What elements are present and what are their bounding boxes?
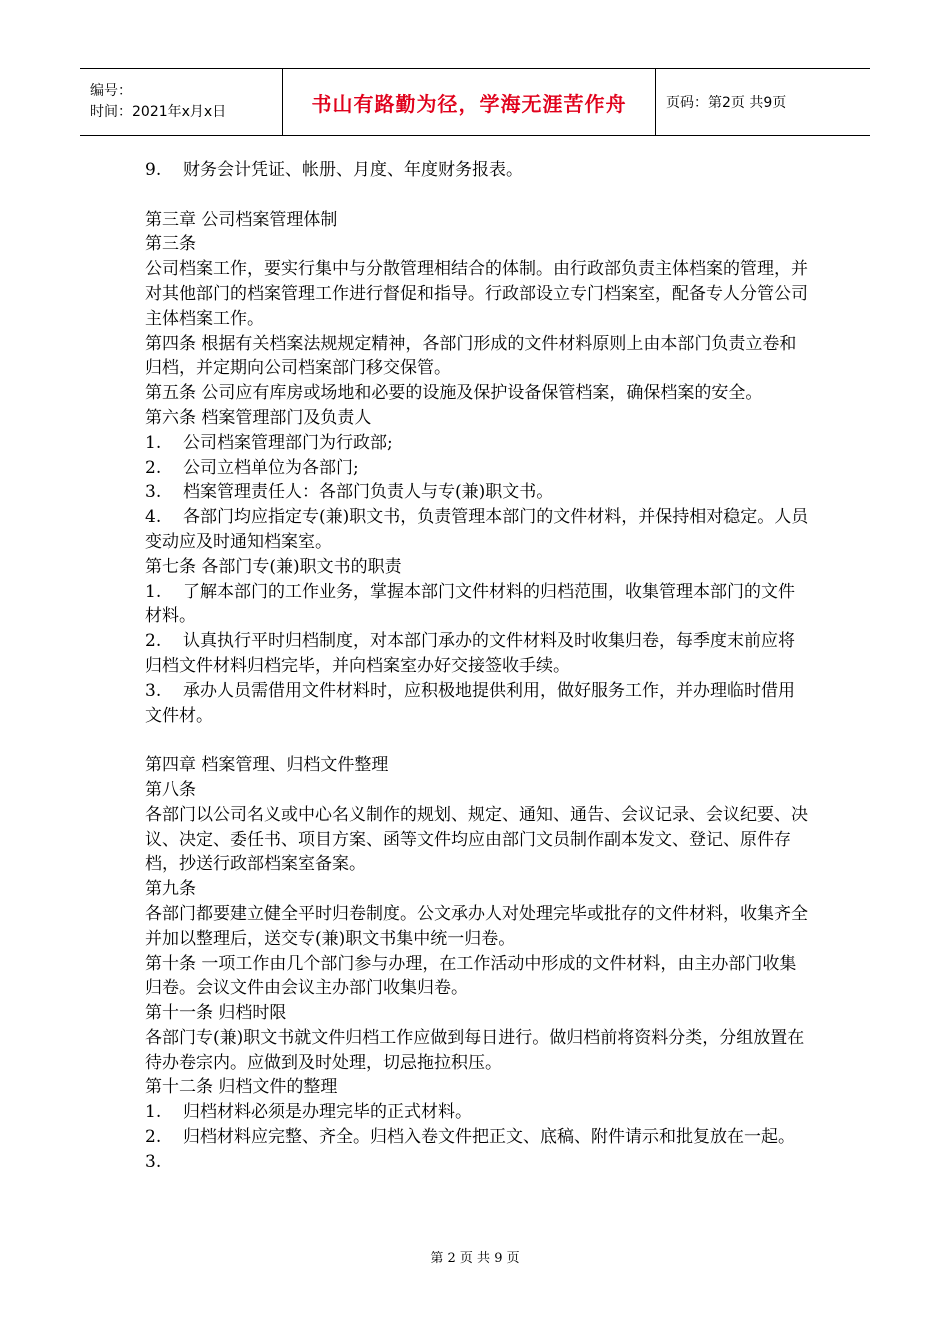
- article-text: 第四条 根据有关档案法规规定精神，各部门形成的文件材料原则上由本部门负责立卷和归档，并定期向公司档案部门移交保管。: [145, 333, 797, 379]
- list-item-number: 2.: [145, 631, 162, 652]
- list-item: [145, 1125, 810, 1150]
- footer-page-number: 第 2 页 共 9 页: [430, 1251, 520, 1266]
- blank-line: [145, 183, 810, 208]
- list-item: [145, 679, 810, 729]
- article-title: 第三条: [145, 234, 196, 255]
- list-item-number: 1.: [145, 432, 162, 453]
- chapter-title: 第三章 公司档案管理体制: [145, 209, 338, 230]
- document-body: [145, 158, 810, 1175]
- header-page-info: [656, 69, 870, 135]
- list-item-number: 1.: [145, 581, 162, 602]
- list-item-number: 9.: [145, 160, 162, 180]
- article-text: 第十条 一项工作由几个部门参与办理，在工作活动中形成的文件材料，由主办部门收集归卷。会议文件由会议主办部门收集归卷。: [145, 953, 797, 999]
- list-item: [145, 431, 810, 456]
- header-motto-cell: [282, 69, 656, 135]
- list-item: [145, 1100, 810, 1125]
- document-header: [80, 68, 870, 136]
- article-title: 第六条 档案管理部门及负责人: [145, 407, 372, 428]
- page-info-text: 页码：第2页 共9页: [666, 95, 787, 111]
- list-item-number: 1.: [145, 1102, 162, 1123]
- list-item: [145, 480, 810, 505]
- article-title: 第十二条 归档文件的整理: [145, 1077, 338, 1098]
- page-footer: [0, 1247, 950, 1266]
- article-text: 各部门以公司名义或中心名义制作的规划、规定、通知、通告、会议记录、会议纪要、决议、决定、委任书、项目方案、函等文件均应由部门文员制作副本发文、登记、原件存档，抄送行政部档案室备案。: [145, 804, 808, 875]
- list-item-number: 3.: [145, 1151, 162, 1172]
- list-item-number: 4.: [145, 507, 162, 528]
- list-item-number: 2.: [145, 457, 162, 478]
- list-item-text: 档案管理责任人：各部门负责人与专(兼)职文书。: [183, 482, 554, 503]
- article-text: 各部门都要建立健全平时归卷制度。公文承办人对处理完毕或批存的文件材料，收集齐全并加以整理后，送交专(兼)职文书集中统一归卷。: [145, 903, 808, 949]
- list-item-text: 归档材料必须是办理完毕的正式材料。: [183, 1102, 472, 1123]
- list-item-text: 财务会计凭证、帐册、月度、年度财务报表。: [183, 160, 523, 180]
- article-title: 第十一条 归档时限: [145, 1003, 287, 1024]
- list-item-text: 公司立档单位为各部门;: [183, 457, 359, 478]
- list-item: [145, 505, 810, 555]
- list-item: [145, 1150, 810, 1175]
- article-text: 各部门专(兼)职文书就文件归档工作应做到每日进行。做归档前将资料分类，分组放置在待办卷宗内。应做到及时处理，切忌拖拉积压。: [145, 1027, 805, 1073]
- list-item-number: 3.: [145, 680, 162, 701]
- document-number-label: 编号：: [90, 83, 132, 99]
- list-item-text: 了解本部门的工作业务，掌握本部门文件材料的归档范围，收集管理本部门的文件材料。: [145, 581, 795, 627]
- list-item: [145, 158, 810, 183]
- list-item-number: 2.: [145, 1127, 162, 1148]
- list-item-text: 归档材料应完整、齐全。归档入卷文件把正文、底稿、附件请示和批复放在一起。: [183, 1127, 795, 1148]
- list-item-text: 承办人员需借用文件材料时，应积极地提供利用，做好服务工作，并办理临时借用文件材。: [145, 680, 795, 726]
- chapter-title: 第四章 档案管理、归档文件整理: [145, 755, 389, 776]
- blank-line: [145, 728, 810, 753]
- list-item: [145, 580, 810, 630]
- article-text: 第五条 公司应有库房或场地和必要的设施及保护设备保管档案，确保档案的安全。: [145, 383, 763, 404]
- list-item: [145, 456, 810, 481]
- article-title: 第八条: [145, 779, 196, 800]
- article-title: 第九条: [145, 879, 196, 900]
- header-meta: [80, 69, 282, 135]
- article-title: 第七条 各部门专(兼)职文书的职责: [145, 556, 402, 577]
- list-item-text: 各部门均应指定专(兼)职文书，负责管理本部门的文件材料，并保持相对稳定。人员变动应及时通知档案室。: [145, 507, 809, 552]
- list-item: [145, 629, 810, 679]
- list-item-number: 3.: [145, 482, 162, 503]
- document-time-label: 时间：2021年x月x日: [90, 104, 227, 120]
- list-item-text: 认真执行平时归档制度，对本部门承办的文件材料及时收集归卷，每季度末前应将归档文件材料归档完毕，并向档案室办好交接签收手续。: [145, 631, 795, 676]
- list-item-text: 公司档案管理部门为行政部;: [183, 432, 393, 453]
- article-text: 公司档案工作，要实行集中与分散管理相结合的体制。由行政部负责主体档案的管理，并对其他部门的档案管理工作进行督促和指导。行政部设立专门档案室，配备专人分管公司主体档案工作。: [145, 259, 808, 329]
- header-motto: 书山有路勤为径，学海无涯苦作舟: [311, 91, 627, 116]
